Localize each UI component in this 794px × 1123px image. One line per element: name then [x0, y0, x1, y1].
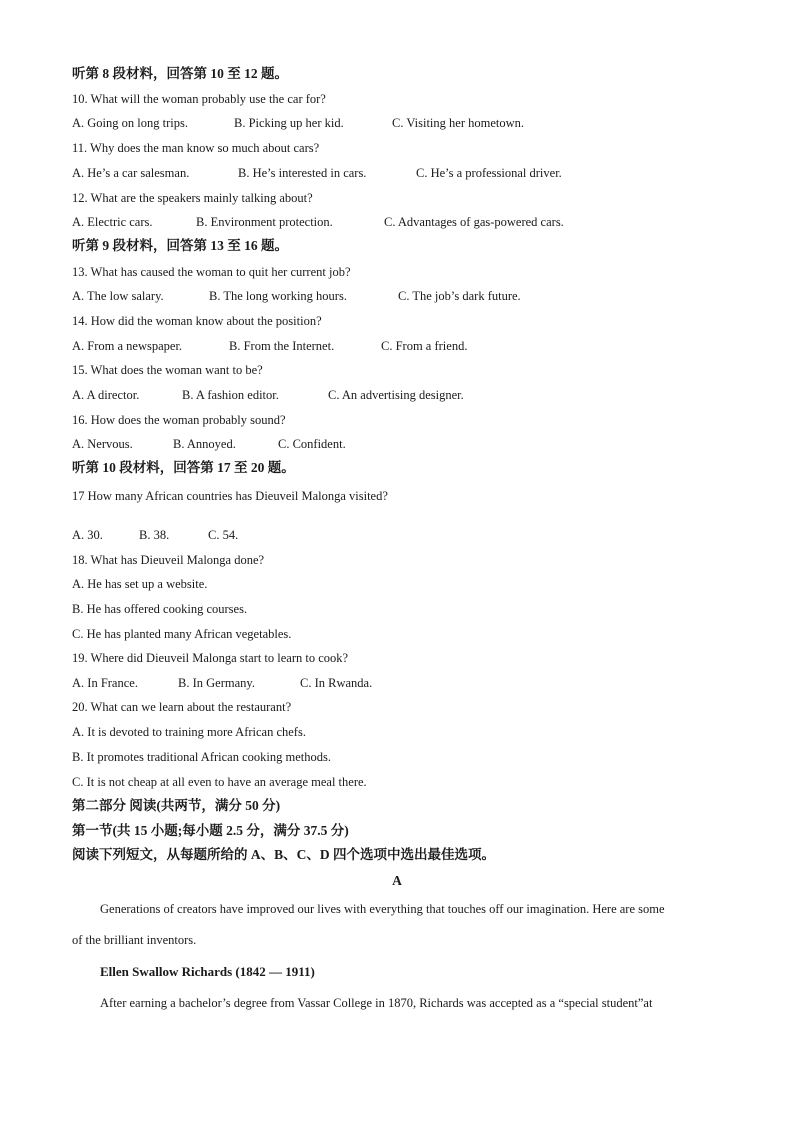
question-14: 14. How did the woman know about the position? — [72, 314, 322, 328]
section-heading-9: 听第 9 段材料，回答第 13 至 16 题。 — [72, 238, 288, 253]
option-c: C. It is not cheap at all even to have an average meal there. — [72, 775, 367, 789]
question-15: 15. What does the woman want to be? — [72, 363, 263, 377]
option-a: A. Electric cars. — [72, 215, 153, 229]
option-a: A. A director. — [72, 388, 140, 402]
options-19 — [72, 675, 372, 691]
question-17: 17 How many African countries has Dieuveil Malonga visited? — [72, 489, 388, 503]
option-a: A. The low salary. — [72, 289, 164, 303]
passage-letter: A — [392, 873, 402, 888]
option-b: B. It promotes traditional African cooking methods. — [72, 750, 331, 764]
passage-paragraph-1-cont: of the brilliant inventors. — [72, 933, 197, 947]
options-11 — [72, 165, 562, 181]
options-13 — [72, 288, 521, 304]
option-a: A. It is devoted to training more African chefs. — [72, 725, 306, 739]
option-c: C. An advertising designer. — [328, 388, 464, 402]
options-16 — [72, 436, 346, 452]
option-b: B. He has offered cooking courses. — [72, 602, 248, 616]
option-c: C. Visiting her hometown. — [392, 116, 525, 130]
options-14 — [72, 338, 467, 354]
option-c: C. He has planted many African vegetables. — [72, 627, 292, 641]
option-a: A. In France. — [72, 676, 138, 690]
section-heading-10: 听第 10 段材料，回答第 17 至 20 题。 — [72, 460, 295, 475]
option-c: C. Advantages of gas-powered cars. — [384, 215, 564, 229]
option-c: C. From a friend. — [381, 339, 468, 353]
question-11: 11. Why does the man know so much about cars? — [72, 141, 320, 155]
options-12 — [72, 214, 564, 230]
option-b: B. 38. — [139, 528, 170, 542]
option-a: A. He’s a car salesman. — [72, 166, 190, 180]
passage-paragraph-2: After earning a bachelor’s degree from Vassar College in 1870, Richards was accepted as a “special student”at — [100, 996, 653, 1010]
question-20: 20. What can we learn about the restaurant? — [72, 700, 292, 714]
question-19: 19. Where did Dieuveil Malonga start to learn to cook? — [72, 651, 349, 665]
inventor-heading: Ellen Swallow Richards (1842 — 1911) — [100, 964, 315, 979]
reading-instruction: 阅读下列短文，从每题所给的 A、B、C、D 四个选项中选出最佳选项。 — [72, 847, 496, 862]
option-a: A. He has set up a website. — [72, 577, 208, 591]
question-16: 16. How does the woman probably sound? — [72, 413, 286, 427]
option-a: A. 30. — [72, 528, 103, 542]
option-b: B. In Germany. — [178, 676, 255, 690]
question-10: 10. What will the woman probably use the car for? — [72, 92, 326, 106]
question-13: 13. What has caused the woman to quit her current job? — [72, 265, 351, 279]
option-a: A. From a newspaper. — [72, 339, 183, 353]
option-a: A. Nervous. — [72, 437, 133, 451]
option-b: B. A fashion editor. — [182, 388, 279, 402]
option-b: B. From the Internet. — [229, 339, 335, 353]
passage-paragraph-1: Generations of creators have improved our lives with everything that touches off our imagination. Here are some — [100, 902, 665, 916]
question-18: 18. What has Dieuveil Malonga done? — [72, 553, 265, 567]
options-15 — [72, 387, 464, 403]
option-c: C. The job’s dark future. — [398, 289, 521, 303]
section-one-heading: 第一节(共 15 小题;每小题 2.5 分，满分 37.5 分) — [72, 823, 349, 838]
part-two-heading: 第二部分 阅读(共两节，满分 50 分) — [72, 798, 281, 813]
option-c: C. Confident. — [278, 437, 346, 451]
option-c: C. In Rwanda. — [300, 676, 373, 690]
option-b: B. Environment protection. — [196, 215, 333, 229]
section-heading-8: 听第 8 段材料，回答第 10 至 12 题。 — [72, 66, 288, 81]
options-10 — [72, 115, 524, 131]
option-b: B. Annoyed. — [173, 437, 236, 451]
option-b: B. The long working hours. — [209, 289, 347, 303]
options-17 — [72, 527, 238, 543]
option-a: A. Going on long trips. — [72, 116, 188, 130]
option-b: B. He’s interested in cars. — [238, 166, 367, 180]
option-c: C. 54. — [208, 528, 239, 542]
option-b: B. Picking up her kid. — [234, 116, 344, 130]
option-c: C. He’s a professional driver. — [416, 166, 562, 180]
question-12: 12. What are the speakers mainly talking about? — [72, 191, 313, 205]
